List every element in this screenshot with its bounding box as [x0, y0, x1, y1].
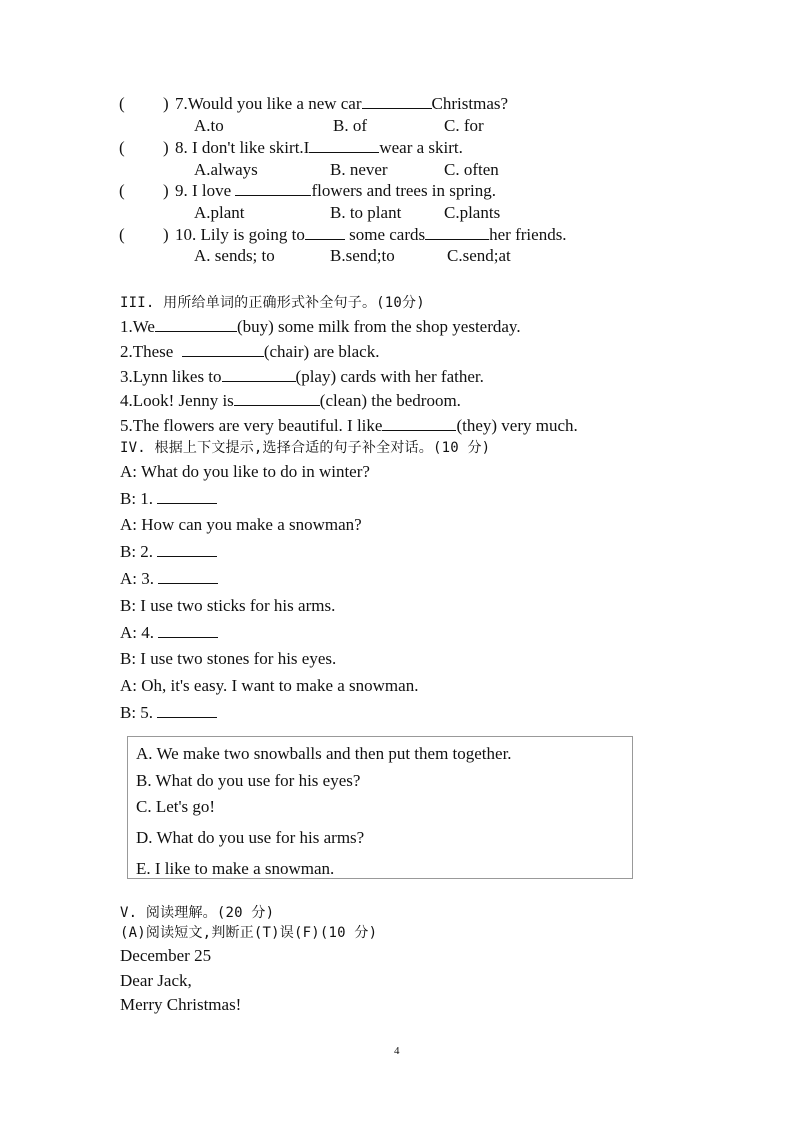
dialogue-line [120, 676, 418, 696]
dialogue-line [120, 596, 335, 616]
option-item: C. Let's go! [136, 797, 216, 816]
letter-date: December 25 [120, 946, 212, 965]
answer-blank[interactable] [157, 703, 217, 718]
question-tail: Christmas? [431, 94, 509, 113]
answer-blank[interactable] [382, 416, 456, 431]
letter-greeting: Dear Jack, [120, 971, 192, 990]
option-a: A.to [194, 116, 224, 135]
fill-in-item [120, 367, 484, 387]
section-4-title: IV. 根据上下文提示,选择合适的句子补全对话。(10 分) [120, 440, 491, 456]
answer-blank[interactable] [158, 623, 218, 638]
dialogue-text: A: How can you make a snowman? [120, 515, 362, 534]
dialogue-text: B: 5. [120, 703, 154, 722]
dialogue-text: B: I use two sticks for his arms. [120, 596, 336, 615]
answer-blank[interactable] [222, 367, 296, 382]
dialogue-text: A: 4. [120, 623, 154, 642]
question-stem: 9. I love [175, 181, 232, 200]
question-stem: 10. Lily is going to [175, 225, 305, 244]
dialogue-line [120, 623, 218, 643]
option-b: B.send;to [330, 246, 395, 265]
dialogue-line [120, 489, 217, 509]
answer-blank[interactable] [158, 569, 218, 584]
dialogue-text: A: 3. [120, 569, 154, 588]
section-3-title: III. 用所给单词的正确形式补全句子。(10分) [120, 295, 425, 311]
section-5-title: V. 阅读理解。(20 分) [120, 905, 275, 921]
letter-line: Merry Christmas! [120, 995, 242, 1014]
option-b: B. never [330, 160, 388, 179]
answer-blank[interactable] [234, 391, 320, 406]
item-stem: 4.Look! Jenny is [120, 391, 234, 410]
dialogue-line [120, 703, 217, 723]
question-stem: 7.Would you like a new car [175, 94, 362, 113]
item-stem: 2.These [120, 342, 174, 361]
item-tail: (clean) the bedroom. [319, 391, 461, 410]
item-stem: 3.Lynn likes to [120, 367, 222, 386]
answer-paren-open: ( [119, 181, 125, 200]
option-item: E. I like to make a snowman. [136, 859, 335, 878]
item-tail: (play) cards with her father. [295, 367, 484, 386]
dialogue-text: B: 2. [120, 542, 154, 561]
question-middle: some cards [349, 225, 426, 244]
answer-blank[interactable] [155, 317, 237, 332]
answer-paren-close: ) [163, 181, 169, 200]
question-tail: flowers and trees in spring. [311, 181, 497, 200]
question-stem: 8. I don't like skirt.I [175, 138, 310, 157]
option-item: A. We make two snowballs and then put them together. [136, 744, 512, 763]
option-a: A.always [194, 160, 258, 179]
item-stem: 1.We [120, 317, 155, 336]
answer-blank[interactable] [362, 94, 432, 109]
fill-in-item [120, 416, 578, 436]
dialogue-line [120, 462, 370, 482]
question-text [175, 181, 496, 201]
answer-blank[interactable] [235, 181, 311, 196]
fill-in-item [120, 391, 461, 411]
option-b: B. of [333, 116, 367, 135]
answer-paren-close: ) [163, 94, 169, 113]
answer-paren-close: ) [163, 225, 169, 244]
dialogue-text: A: Oh, it's easy. I want to make a snowman. [120, 676, 419, 695]
answer-options-box [127, 736, 633, 879]
answer-blank[interactable] [309, 138, 379, 153]
question-text [175, 138, 463, 158]
item-tail: (chair) are black. [263, 342, 380, 361]
option-c: C. for [444, 116, 484, 135]
dialogue-text: A: What do you like to do in winter? [120, 462, 370, 481]
item-stem: 5.The flowers are very beautiful. I like [120, 416, 383, 435]
dialogue-line [120, 649, 336, 669]
answer-paren-open: ( [119, 138, 125, 157]
option-item: B. What do you use for his eyes? [136, 771, 361, 790]
answer-blank[interactable] [182, 342, 264, 357]
answer-paren-open: ( [119, 225, 125, 244]
answer-blank[interactable] [157, 489, 217, 504]
option-c: C. often [444, 160, 499, 179]
option-c: C.plants [444, 203, 501, 222]
option-a: A.plant [194, 203, 245, 222]
item-tail: (buy) some milk from the shop yesterday. [236, 317, 521, 336]
option-c: C.send;at [447, 246, 511, 265]
fill-in-item [120, 317, 521, 337]
dialogue-text: B: 1. [120, 489, 154, 508]
option-item: D. What do you use for his arms? [136, 828, 365, 847]
question-text [175, 94, 508, 114]
fill-in-item [120, 342, 379, 362]
question-tail: wear a skirt. [379, 138, 463, 157]
question-tail: her friends. [489, 225, 567, 244]
page-number: 4 [394, 1045, 400, 1057]
dialogue-text: B: I use two stones for his eyes. [120, 649, 337, 668]
option-b: B. to plant [330, 203, 402, 222]
answer-blank[interactable] [305, 225, 345, 240]
section-5-subtitle: (A)阅读短文,判断正(T)误(F)(10 分) [120, 925, 378, 941]
dialogue-line [120, 542, 217, 562]
answer-paren-close: ) [163, 138, 169, 157]
option-a: A. sends; to [194, 246, 275, 265]
dialogue-line [120, 515, 362, 535]
dialogue-line [120, 569, 218, 589]
item-tail: (they) very much. [456, 416, 578, 435]
answer-paren-open: ( [119, 94, 125, 113]
question-text [175, 225, 567, 245]
answer-blank[interactable] [425, 225, 489, 240]
answer-blank[interactable] [157, 542, 217, 557]
